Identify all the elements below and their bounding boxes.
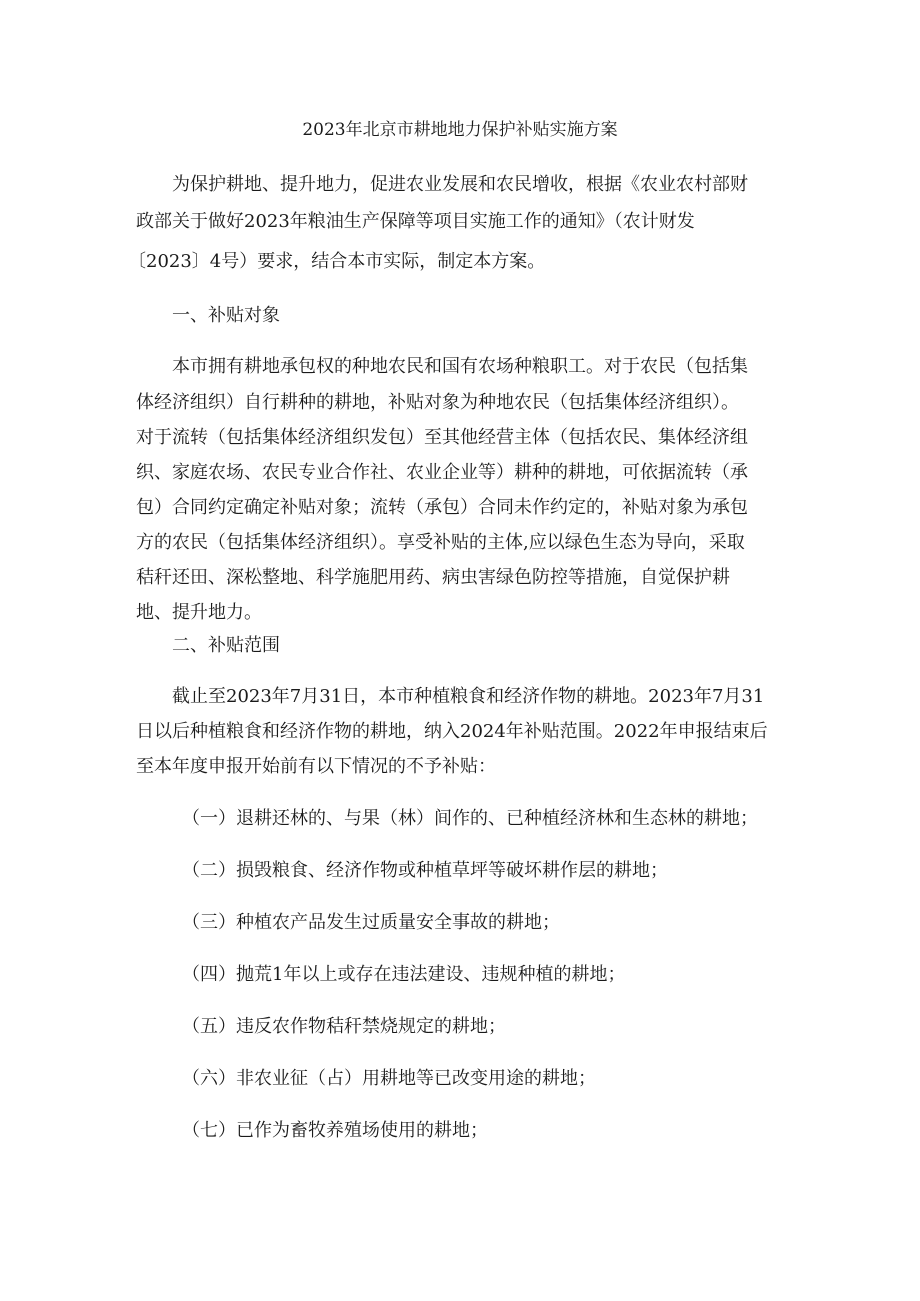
section1-line: 本市拥有耕地承包权的种地农民和国有农场种粮职工。对于农民（包括集 [172,356,748,377]
section2-line: 日以后种植粮食和经济作物的耕地，纳入2024年补贴范围。2022年申报结束后 [136,721,768,742]
section-heading-subsidy-scope: 二、补贴范围 [172,635,280,656]
intro-line: 〔2023〕4号）要求，结合本市实际，制定本方案。 [128,251,546,272]
document-title: 2023年北京市耕地地力保护补贴实施方案 [302,120,618,140]
section1-line: 方的农民（包括集体经济组织）。享受补贴的主体,应以绿色生态为导向，采取 [136,532,745,553]
section1-line: 体经济组织）自行耕种的耕地，补贴对象为种地农民（包括集体经济组织）。 [136,392,739,413]
exclusion-item: （六）非农业征（占）用耕地等已改变用途的耕地； [182,1068,596,1089]
section-heading-subsidy-target: 一、补贴对象 [172,305,280,326]
intro-line: 政部关于做好2023年粮油生产保障等项目实施工作的通知》（农计财发 [136,211,695,232]
section1-line: 包）合同约定确定补贴对象；流转（承包）合同未作约定的，补贴对象为承包 [136,497,748,518]
exclusion-item: （七）已作为畜牧养殖场使用的耕地； [182,1120,488,1141]
exclusion-item: （五）违反农作物秸秆禁烧规定的耕地； [182,1016,506,1037]
section2-line: 至本年度申报开始前有以下情况的不予补贴： [136,756,496,777]
exclusion-item: （四）抛荒1年以上或存在违法建设、违规种植的耕地； [182,964,626,985]
exclusion-item: （三）种植农产品发生过质量安全事故的耕地； [182,912,560,933]
section2-line: 截止至2023年7月31日，本市种植粮食和经济作物的耕地。2023年7月31 [172,686,765,707]
intro-line: 为保护耕地、提升地力，促进农业发展和农民增收，根据《农业农村部财 [172,174,748,195]
exclusion-item: （一）退耕还林的、与果（林）间作的、已种植经济林和生态林的耕地； [182,808,758,829]
section1-line: 对于流转（包括集体经济组织发包）至其他经营主体（包括农民、集体经济组 [136,427,748,448]
section1-line: 秸秆还田、深松整地、科学施肥用药、病虫害绿色防控等措施，自觉保护耕 [136,567,730,588]
exclusion-item: （二）损毁粮食、经济作物或种植草坪等破坏耕作层的耕地； [182,860,668,881]
section1-line: 地、提升地力。 [136,602,262,623]
section1-line: 织、家庭农场、农民专业合作社、农业企业等）耕种的耕地，可依据流转（承 [136,462,748,483]
